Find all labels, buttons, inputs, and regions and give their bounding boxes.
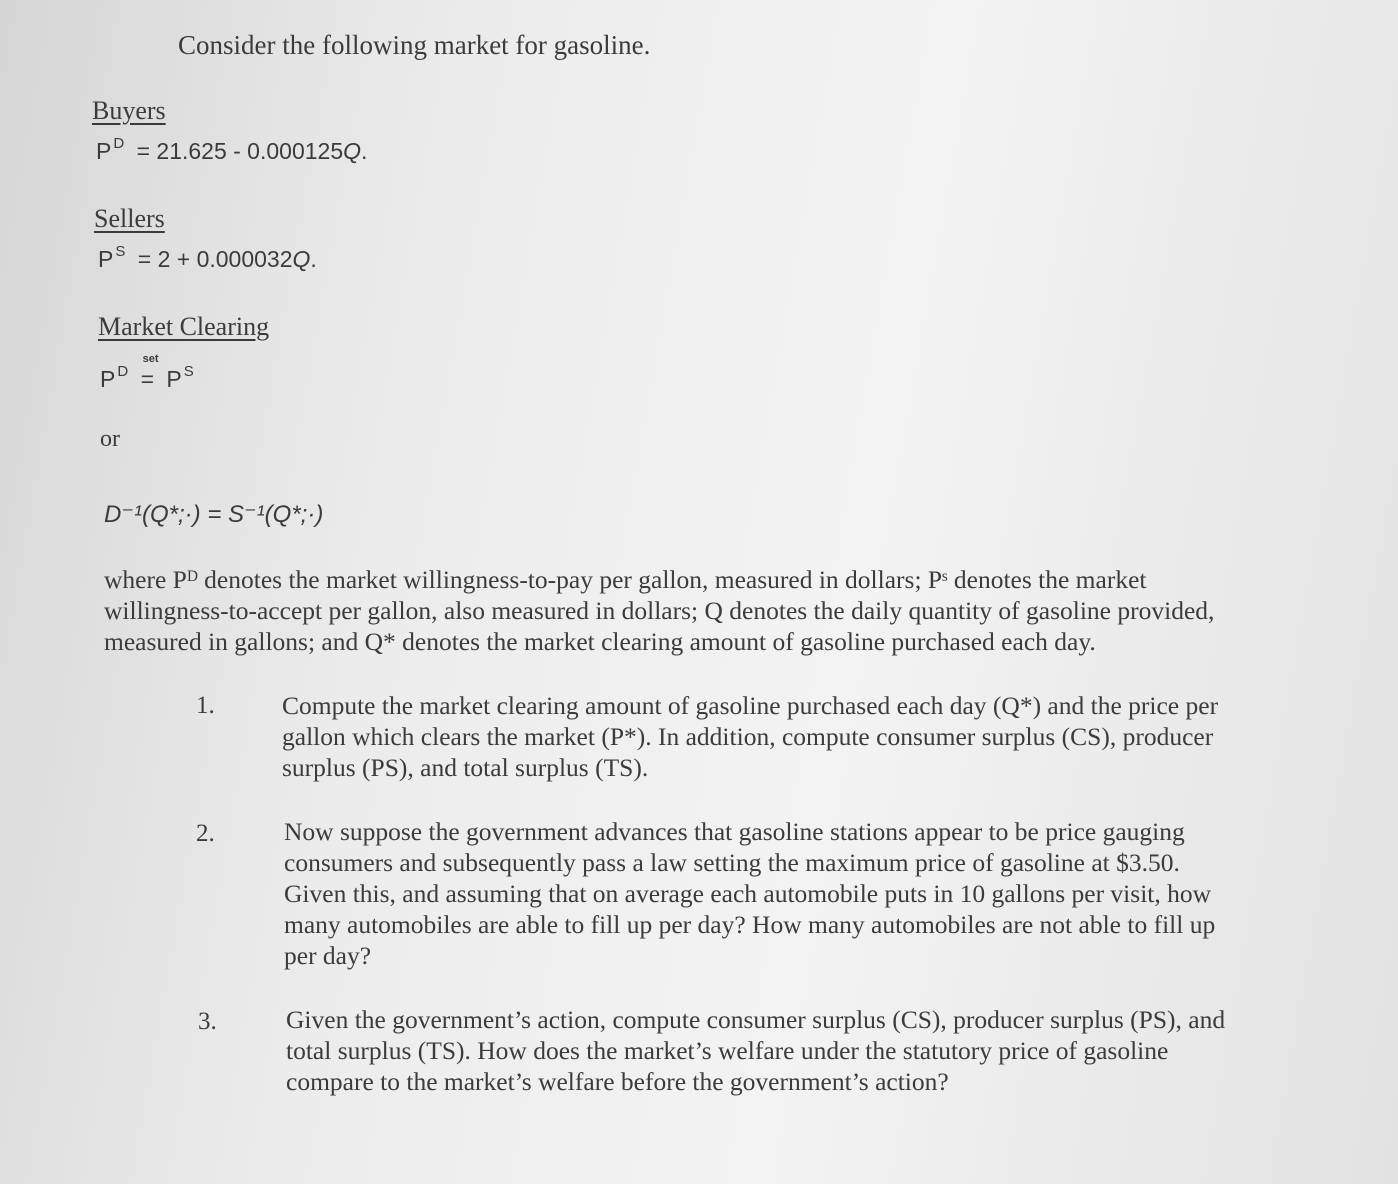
or-text: or [100, 426, 120, 452]
question-line: gallon which clears the market (P*). In addition, compute consumer surplus (CS), producer [282, 722, 1214, 751]
page-title: Consider the following market for gasoline. [178, 30, 651, 60]
demand-rhs: = 21.625 - 0.000125 [136, 138, 344, 164]
description-line: where Pᴰ denotes the market willingness-to-pay per gallon, measured in dollars; Pˢ denotes the market [104, 565, 1147, 594]
inverse-equation: D⁻¹(Q*;·) = S⁻¹(Q*;·) [104, 501, 324, 528]
supply-lhs-sup: S [115, 243, 126, 260]
question-line: compare to the market’s welfare before the government’s action? [286, 1067, 949, 1096]
supply-var: Q [292, 246, 311, 272]
demand-var: Q [343, 138, 362, 164]
question-1-text [282, 690, 1322, 783]
clearing-rhs: P [166, 366, 182, 392]
question-line: total surplus (TS). How does the market’s welfare under the statutory price of gasoline [286, 1036, 1169, 1065]
question-line: Now suppose the government advances that gasoline stations appear to be price gauging [284, 817, 1185, 846]
description-line: willingness-to-accept per gallon, also measured in dollars; Q denotes the daily quantity of gasoline provided, [104, 596, 1215, 625]
demand-lhs-sup: D [113, 135, 125, 152]
question-line: Given this, and assuming that on average each automobile puts in 10 gallons per visit, how [284, 879, 1212, 908]
set-mark: set [142, 353, 159, 365]
question-line: Given the government’s action, compute consumer surplus (CS), producer surplus (PS), and [286, 1005, 1226, 1034]
buyers-heading: Buyers [92, 96, 166, 125]
supply-equation [98, 243, 317, 273]
supply-rhs: = 2 + 0.000032 [137, 246, 293, 272]
clearing-condition [100, 353, 194, 393]
clearing-eq: = [140, 366, 155, 392]
description-line: measured in gallons; and Q* denotes the market clearing amount of gasoline purchased each day. [104, 627, 1096, 656]
question-line: Compute the market clearing amount of gasoline purchased each day (Q*) and the price per [282, 691, 1219, 720]
demand-equation [96, 135, 368, 165]
question-3-text [286, 1004, 1326, 1097]
clearing-rhs-sup: S [183, 363, 194, 380]
question-2-number: 2. [196, 820, 215, 847]
market-clearing-heading: Market Clearing [98, 312, 270, 341]
question-line: per day? [284, 941, 372, 970]
demand-lhs: P [96, 138, 112, 164]
question-line: consumers and subsequently pass a law setting the maximum price of gasoline at $3.50. [284, 848, 1180, 877]
clearing-lhs: P [100, 366, 116, 392]
clearing-lhs-sup: D [117, 363, 129, 380]
question-3-number: 3. [198, 1008, 217, 1035]
question-1-number: 1. [196, 692, 215, 719]
supply-lhs: P [98, 246, 114, 272]
sellers-heading: Sellers [94, 204, 165, 233]
question-line: surplus (PS), and total surplus (TS). [282, 753, 649, 782]
supply-end: . [310, 246, 317, 272]
demand-end: . [361, 138, 368, 164]
question-2-text [284, 816, 1324, 971]
question-line: many automobiles are able to fill up per day? How many automobiles are not able to fill up [284, 910, 1216, 939]
description-paragraph [104, 564, 1334, 657]
